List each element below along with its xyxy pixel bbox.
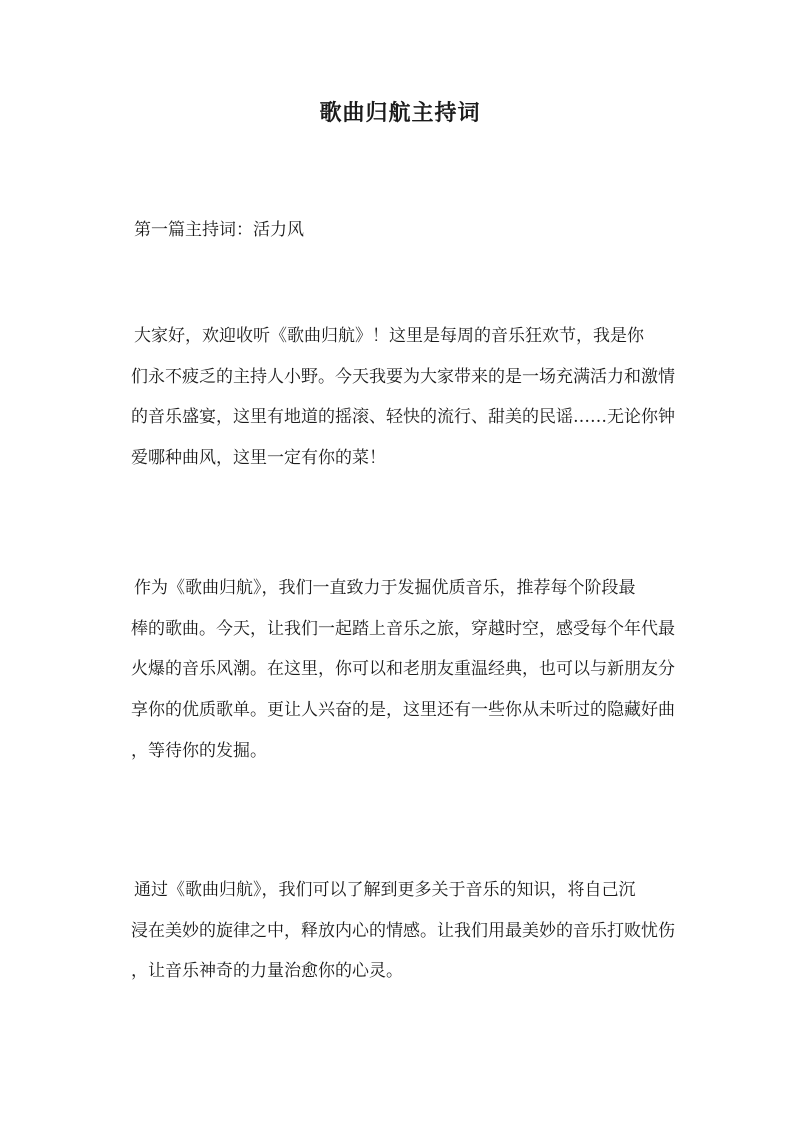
paragraph-line: 们永不疲乏的主持人小野。今天我要为大家带来的是一场充满活力和激情 (131, 366, 675, 387)
paragraph-line: 享你的优质歌单。更让人兴奋的是，这里还有一些你从未听过的隐藏好曲 (131, 700, 675, 721)
paragraph-line: ，让音乐神奇的力量治愈你的心灵。 (131, 961, 403, 982)
section-heading: 第一篇主持词：活力风 (134, 220, 304, 240)
paragraph-line: 浸在美妙的旋律之中，释放内心的情感。让我们用最美妙的音乐打败忧伤 (131, 920, 675, 941)
document-title: 歌曲归航主持词 (319, 100, 481, 126)
paragraph-line: 通过《歌曲归航》，我们可以了解到更多关于音乐的知识，将自己沉 (134, 880, 636, 900)
paragraph-line: 大家好，欢迎收听《歌曲归航》！这里是每周的音乐狂欢节，我是你 (134, 326, 644, 346)
paragraph-1 (131, 316, 704, 479)
paragraph-line: 的音乐盛宴，这里有地道的摇滚、轻快的流行、甜美的民谣……无论你钟 (131, 407, 675, 428)
paragraph-line: 爱哪种曲风，这里一定有你的菜！ (131, 448, 386, 469)
paragraph-line: 火爆的音乐风潮。在这里，你可以和老朋友重温经典，也可以与新朋友分 (131, 659, 675, 680)
paragraph-line: 棒的歌曲。今天，让我们一起踏上音乐之旅，穿越时空，感受每个年代最 (131, 618, 675, 639)
paragraph-line: 作为《歌曲归航》，我们一直致力于发掘优质音乐，推荐每个阶段最 (134, 578, 636, 598)
paragraph-line: ，等待你的发掘。 (131, 740, 267, 761)
paragraph-3 (131, 870, 704, 992)
paragraph-2 (131, 568, 704, 772)
